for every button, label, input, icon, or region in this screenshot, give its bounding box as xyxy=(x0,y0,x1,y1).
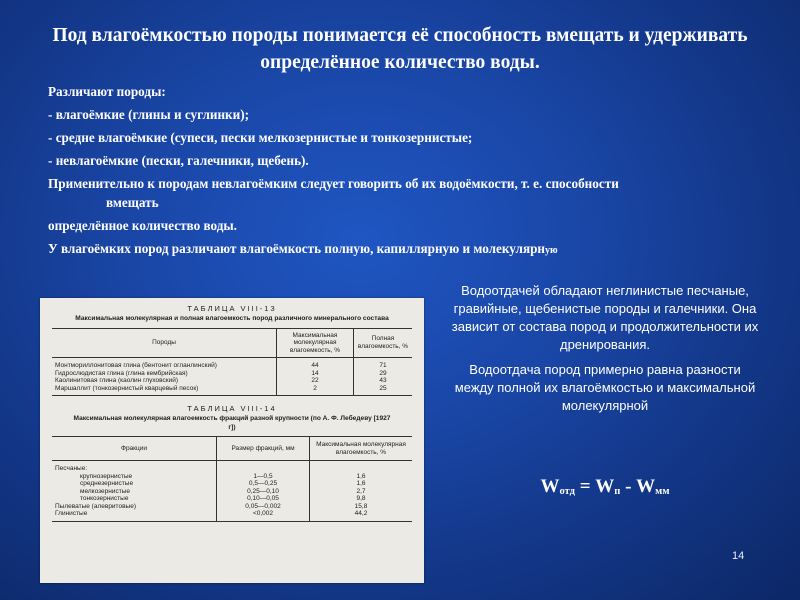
table-row: Каолинитовая глина (каолин глуховский) 22 43 xyxy=(52,377,412,385)
page-number: 14 xyxy=(732,550,745,562)
table-header: Породы xyxy=(52,328,277,358)
text-line: определённое количество воды. xyxy=(48,218,237,233)
table-row: Гидрослюдистая глина (глина кембрийская) 14 29 xyxy=(52,370,412,378)
table1-caption: ТАБЛИЦА VIII-13 xyxy=(187,304,277,313)
water-yield-paragraph: Водоотдачей обладают неглинистые песчаные, гравийные, щебенистые породы и галечники. Она зависит от состава пород и продолжительности их дренирования. xyxy=(451,283,759,352)
last-line-main: У влагоёмких пород различают влагоёмкость полную, капиллярную и молекулярн xyxy=(48,241,546,256)
table-row: Монтмориллонитовая глина (бентонит огланлинский) 44 71 xyxy=(52,358,412,370)
table-header: Полная влагоемкость, % xyxy=(354,328,413,358)
table-header: Максимальная молекулярная влагоемкость, % xyxy=(310,437,413,461)
text-line: Различают породы: xyxy=(48,84,166,99)
table-row: Пылеватые (алевритовые) 0,05—0,002 15,8 xyxy=(52,503,412,511)
text-line: - невлагоёмкие (пески, галечники, щебень). xyxy=(48,153,309,168)
table-row: крупнозернистые 1—0,5 1,6 xyxy=(52,473,412,481)
water-yield-formula: $W_{отд} = W_п - W_{мм}$ xyxy=(540,476,670,497)
text-line: Применительно к породам невлагоёмким следует говорить об их водоёмкости, т. е. способности xyxy=(48,176,619,191)
table1 xyxy=(52,328,412,397)
table1-subtitle: Максимальная молекулярная и полная влагоемкость пород различного минерального состава xyxy=(75,315,389,322)
scanned-tables-image xyxy=(40,298,424,583)
text-line: - средне влагоёмкие (супеси, пески мелкозернистые и тонкозернистые; xyxy=(48,130,473,145)
table-row: Маршаллит (тонкозернистый кварцевый песок) 2 25 xyxy=(52,385,412,396)
slide-title: Под влагоёмкостью породы понимается её способность вмещать и удерживать определённое количество воды. xyxy=(52,25,748,73)
table2 xyxy=(52,436,412,522)
table-row: Песчаные: xyxy=(52,461,412,473)
text-line: - влагоёмкие (глины и суглинки); xyxy=(48,107,250,122)
water-yield-difference-paragraph: Водоотдача пород примерно равна разности между полной их влагоёмкостью и максимальной молекулярной xyxy=(454,362,756,413)
table2-subtitle: Максимальная молекулярная влагоемкость фракций разной крупности (по А. Ф. Лебедеву [1927 г]) xyxy=(73,415,391,431)
right-text-block xyxy=(450,282,760,422)
table-row: мелкозернистые 0,25—0,10 2,7 xyxy=(52,488,412,496)
table-header: Фракции xyxy=(52,437,217,461)
body-text xyxy=(48,82,768,264)
table-row: тонкозернистые 0,10—0,05 9,8 xyxy=(52,495,412,503)
table-row: среднезернистые 0,5—0,25 1,6 xyxy=(52,480,412,488)
table-header: Размер фракций, мм xyxy=(217,437,310,461)
text-line-indent: вмещать xyxy=(106,195,159,210)
text-line-last xyxy=(48,239,768,260)
table2-caption: ТАБЛИЦА VIII-14 xyxy=(187,404,277,413)
table-header: Максимальная молекулярная влагоемкость, % xyxy=(277,328,354,358)
last-line-tail: ую xyxy=(545,245,558,256)
table-row: Глинистые <0,002 44,2 xyxy=(52,510,412,521)
